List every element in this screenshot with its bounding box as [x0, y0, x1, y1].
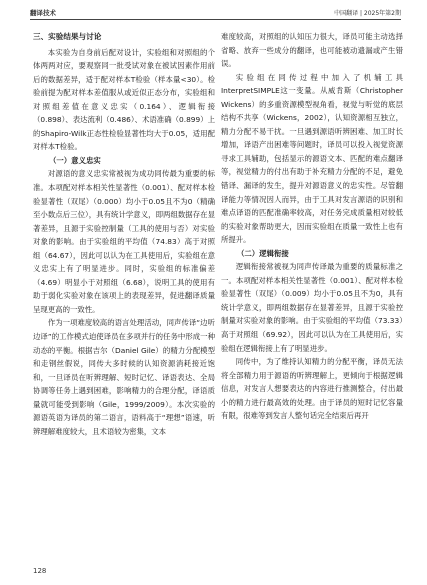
journal-issue-label: 中国翻译 | 2025年第2期	[334, 10, 401, 17]
paragraph-fidelity-discussion: 作为一项难度较高的语言处理活动，同声传译“边听边译”的工作模式迫使译员在多项并行的任务中形成一种动态的平衡。根据吉尔（Daniel Gile）的精力分配模型和走钢丝假说，同传大多时候的认知资源消耗接近饱和，一旦译员在听辨理解、短时记忆、译语表达、全局协调等任务上遇到困难，影响精力的合理分配，译语质量就可能受到影响（Gile，1999/2009）。本次实验的源语英语为译员的第二语言，语料高于“理想”语速，听辨理解难度较大，且术语较为密集，文本	[33, 318, 215, 436]
header-rule	[30, 19, 401, 20]
right-column	[221, 30, 403, 423]
left-column	[33, 30, 215, 438]
paragraph-tool-effect: 实验组在同传过程中加入了机辅工具InterpretSIMPLE这一变量。从威肯斯（Christopher Wickens）的多重资源模型视角看，视觉与听觉的底层结构不共享（Wickens，2002），认知资源相互独立，精力分配不易干扰。一旦遇到源语听辨困难、加工时长增加，译语产出困难等问题时，译员可以投入视觉资源寻求工具辅助，包括显示的源语文本、匹配的难点翻译等，视觉精力的付出有助于补充精力分配的不足，避免错译、漏译的发生，提升对源语意义的忠实性。尽管翻译能力等情况因人而异，由于工具对发言源语的识别和难点译语的匹配准确率较高，对任务完成质量相对较低的实验对象帮助更大，因而实验组在质量一致性上也有所提升。	[221, 72, 403, 245]
subsection-title-fidelity: （一）意义忠实	[49, 155, 101, 165]
paragraph-cohesion-results: 逻辑衔接常被视为同声传译最为重要的质量标准之一。本项配对样本相关性显著性（0.001）、配对样本检验显著性（双尾）（0.009）均小于0.05且不为0，具有统计学意义，即两组数据存在显著差异，且源于实验控制量对实验对象的影响。由于实验组的平均值（73.33）高于对照组（69.92），因此可以认为在工具使用后，实验组在逻辑衔接上有了明显进步。	[221, 262, 403, 353]
running-header	[0, 0, 427, 20]
journal-section-label: 翻译技术	[30, 9, 56, 17]
paragraph-intro: 本实验为自身前后配对设计，实验组和对照组的个体两两对应，要观察同一批受试对象在被试因素作用前后的数据差异，适于配对样本T检验（样本量<30）。检验前提为配对样本差值服从或近似正态分布，实验组和对照组差值在意义忠实（0.164）、逻辑衔接（0.898）、表达流利（0.486）、术语准确（0.899）上的Shapiro-Wilk正态性检验显著性均大于0.05，适用配对样本T检验。	[33, 47, 215, 152]
subsection-title-cohesion: （二）逻辑衔接	[237, 248, 289, 258]
page-number: 128	[33, 567, 47, 575]
paragraph-fidelity-results: 对源语的意义忠实常被视为成功同传最为重要的标准。本项配对样本相关性显著性（0.001）、配对样本检验显著性（双尾）（0.000）均小于0.05且不为0（精确至小数点后三位），具有统计学意义，即两组数据存在显著差异，且源于实验控制量（工具的使用与否）对实验对象的影响。由于实验组的平均值（74.83）高于对照组（64.67），因此可以认为在工具使用后，实验组在意义忠实上有了明显进步。同时，实验组的标准偏差（4.69）明显小于对照组（6.68），说明工具的使用有助于弱化实验对象在该项上的表现差异，促进翻译质量呈现更高的一致性。	[33, 169, 215, 314]
section-title: 三、实验结果与讨论	[33, 32, 102, 41]
paragraph-cohesion-discussion: 同传中，为了维持认知精力的分配平衡，译员无法将全部精力用于源语的听辨理解上，更倾向于根据逻辑信息，对发言人想要表达的内容进行推测整合，付出最小的精力进行最高效的处理。由于译员的短时记忆容量有限，很难等到发言人整句话完全结束后再开	[221, 357, 403, 421]
paragraph-continued: 难度较高，对照组的认知压力很大，译员可能主动选择省略、放弃一些成分的翻译，也可能被动遗漏或产生错误。	[221, 32, 403, 69]
